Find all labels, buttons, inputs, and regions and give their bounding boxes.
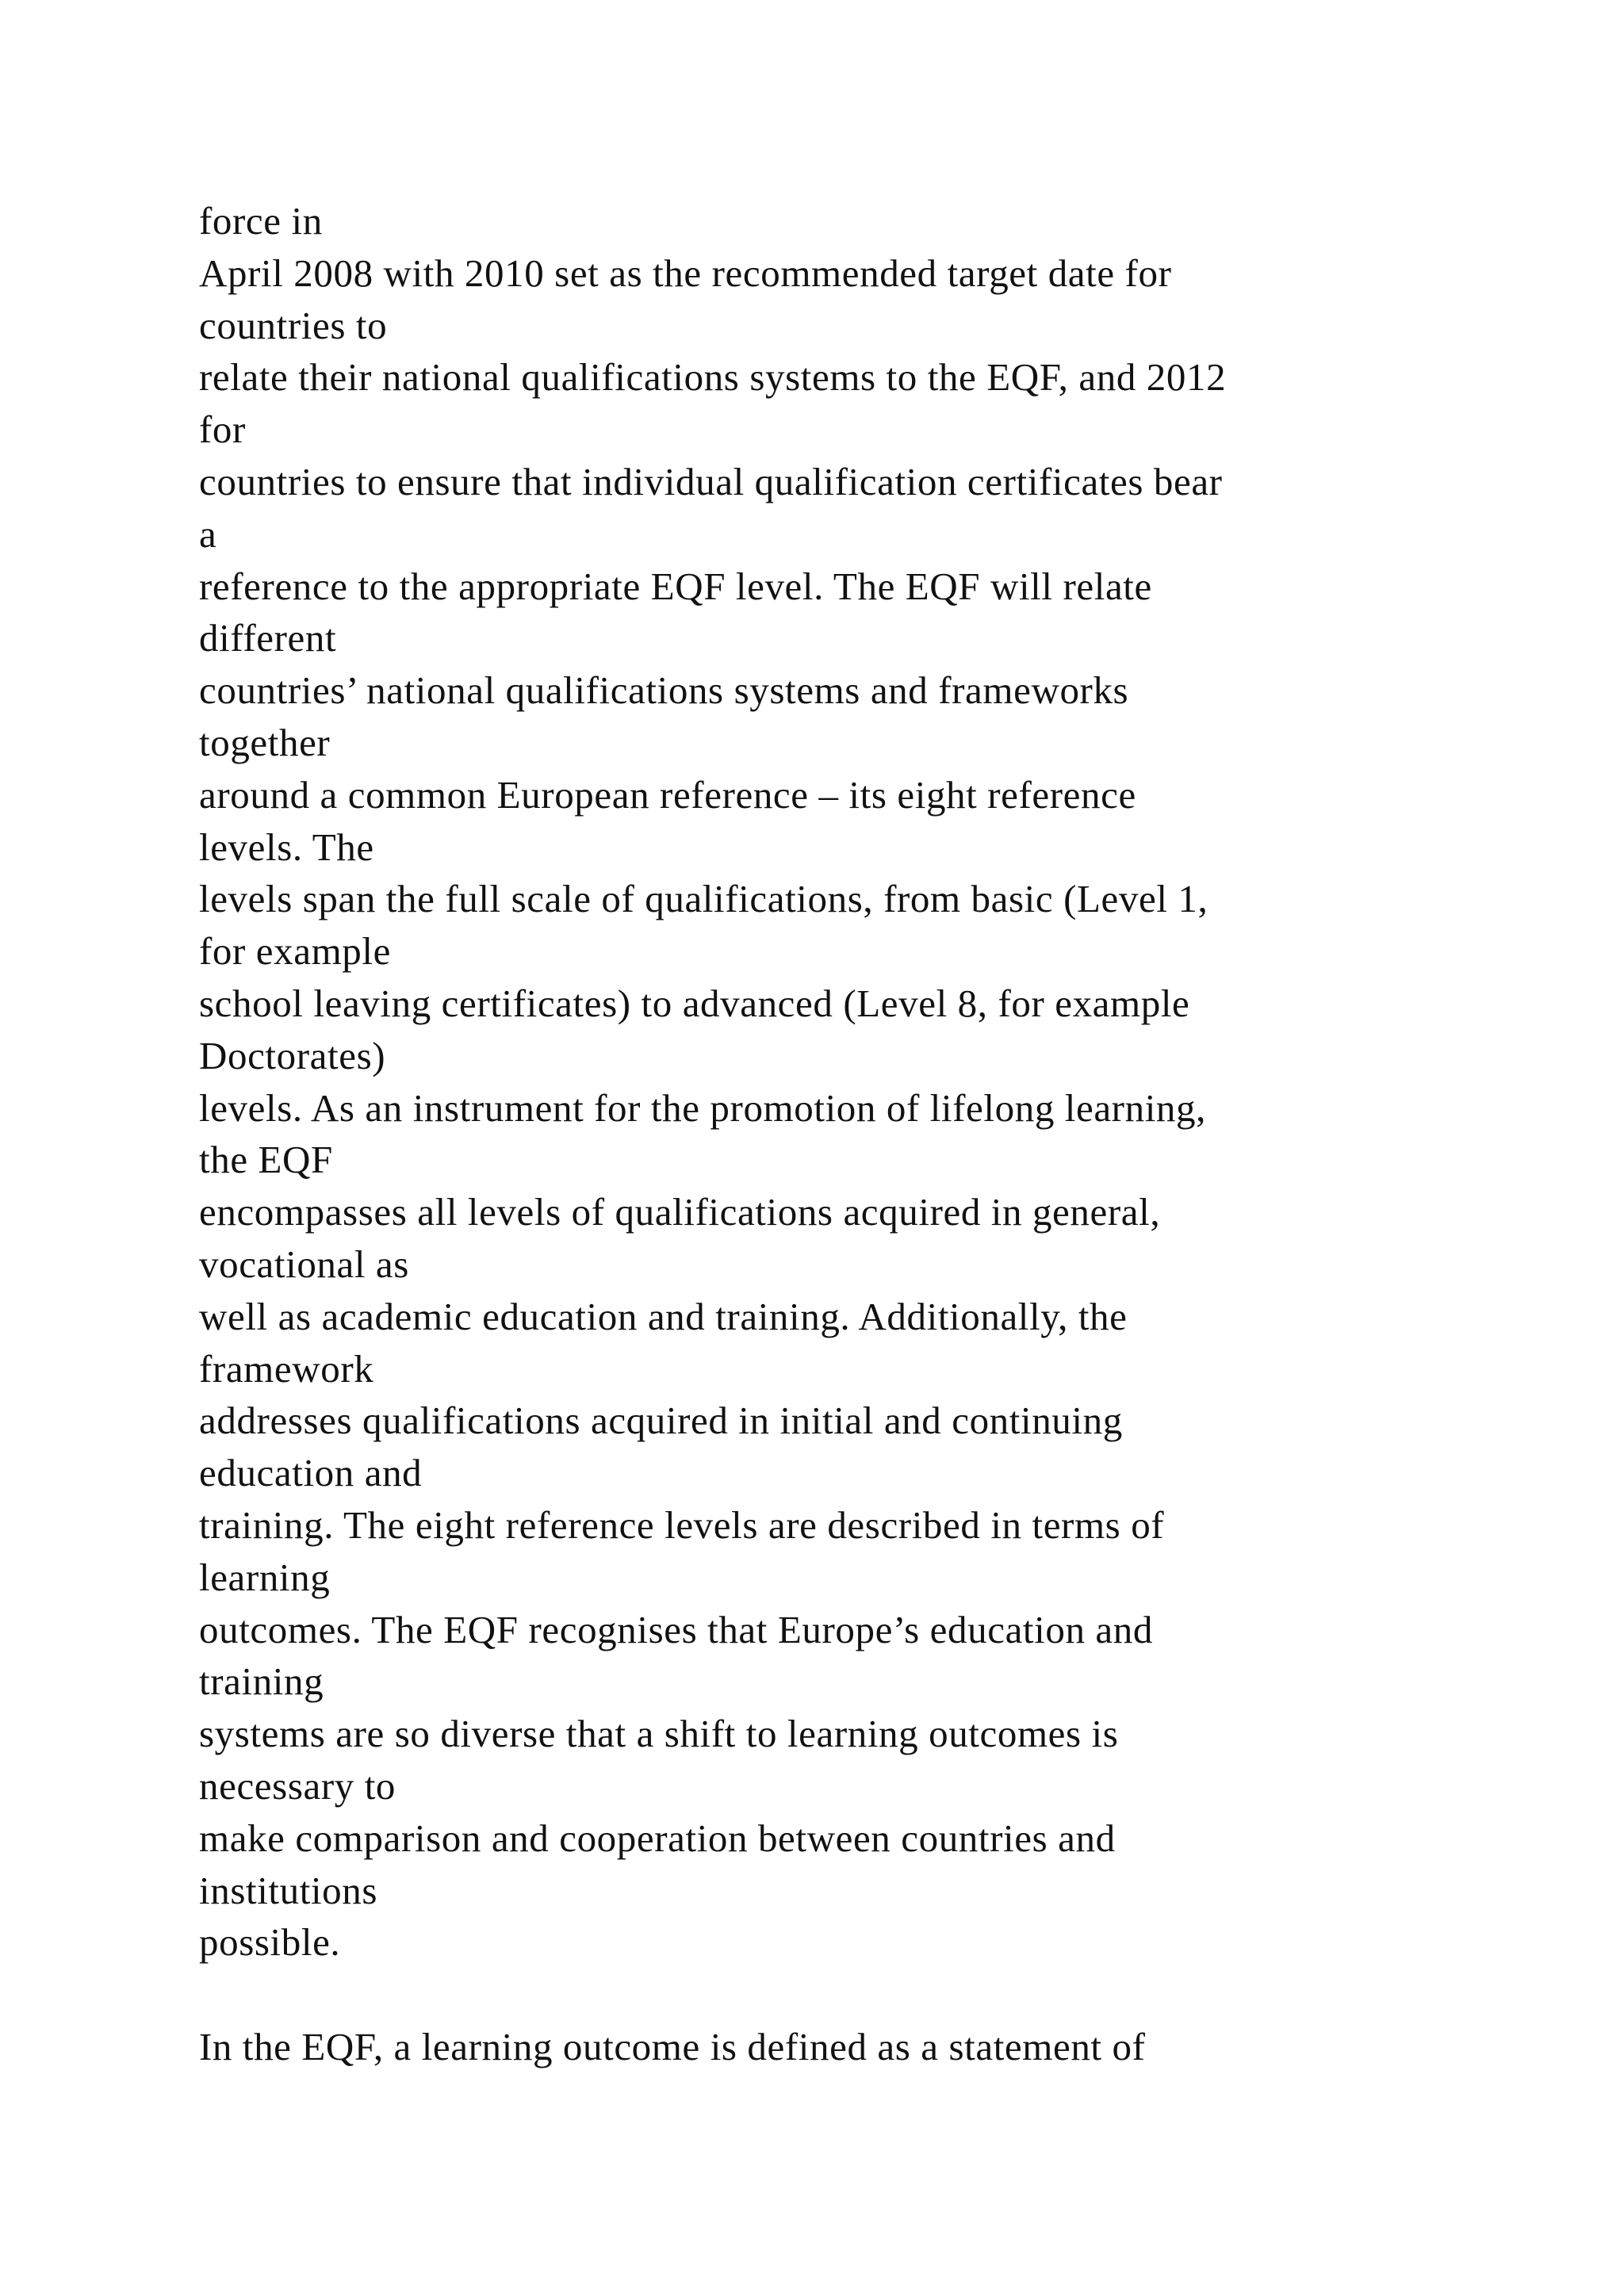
text-line: outcomes. The EQF recognises that Europe’s education and [199,1607,1153,1651]
text-line: make comparison and cooperation between countries and [199,1816,1116,1860]
text-line: countries’ national qualifications systems and frameworks [199,668,1129,713]
text-line: countries to ensure that individual qualification certificates bear [199,459,1223,503]
body-text [199,195,1547,2073]
text-line: school leaving certificates) to advanced (Level 8, for example [199,981,1190,1025]
text-line: countries to [199,303,388,347]
text-line: systems are so diverse that a shift to learning outcomes is [199,1712,1119,1756]
text-line: learning [199,1555,331,1599]
text-line: possible. [199,1920,341,1965]
text-line: institutions [199,1868,378,1912]
text-line: Doctorates) [199,1033,386,1077]
text-line: education and [199,1451,423,1495]
text-line: In the EQF, a learning outcome is defined as a statement of [199,2024,1146,2068]
paragraph-gap [199,1969,1547,2021]
text-line: April 2008 with 2010 set as the recommended target date for [199,251,1172,295]
text-line: force in [199,199,323,243]
text-line: levels. The [199,825,374,869]
text-line: together [199,720,331,764]
text-line: addresses qualifications acquired in initial and continuing [199,1399,1123,1443]
text-line: for [199,408,246,452]
text-line: vocational as [199,1242,409,1286]
text-line: a [199,511,217,556]
text-line: around a common European reference – its eight reference [199,772,1136,817]
text-line: levels span the full scale of qualifications, from basic (Level 1, [199,877,1208,921]
text-line: the EQF [199,1138,333,1182]
text-line: necessary to [199,1763,396,1808]
text-line: for example [199,929,391,974]
text-line: well as academic education and training. Additionally, the [199,1294,1128,1338]
text-line: encompasses all levels of qualifications acquired in general, [199,1190,1161,1234]
text-line: reference to the appropriate EQF level. The EQF will relate [199,564,1152,608]
text-line: training [199,1659,324,1704]
text-line: levels. As an instrument for the promotion of lifelong learning, [199,1085,1206,1130]
text-line: framework [199,1346,374,1391]
text-line: different [199,616,337,660]
text-line: training. The eight reference levels are described in terms of [199,1502,1165,1547]
text-line: relate their national qualifications systems to the EQF, and 2012 [199,355,1227,400]
